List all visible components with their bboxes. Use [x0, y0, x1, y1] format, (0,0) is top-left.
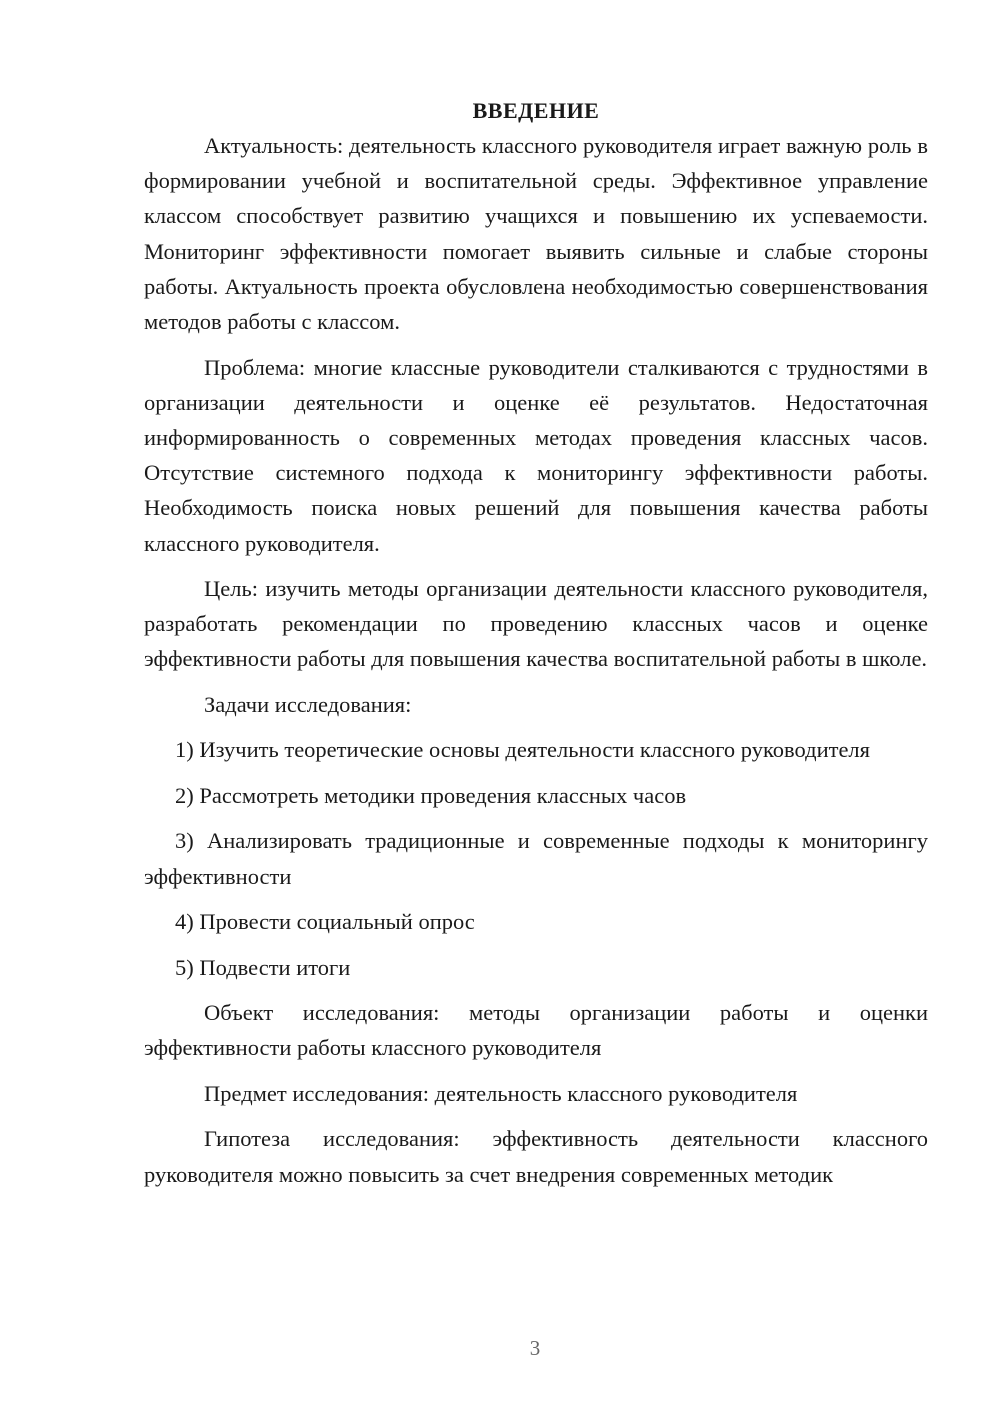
- paragraph-tasks-title: Задачи исследования:: [204, 691, 412, 717]
- paragraph-relevance: Актуальность: деятельность классного руководителя играет важную роль в формировании учебной и воспитательной среды. Эффективное управление классом способствует развитию учащихся и повышению их успеваемости. Мониторинг эффективности помогает выявить сильные и слабые стороны работы. Актуальность проекта обусловлена необходимостью совершенствования методов работы с классом.: [144, 133, 928, 335]
- task-item: 3) Анализировать традиционные и современные подходы к мониторингу эффективности: [144, 828, 928, 889]
- task-item: 2) Рассмотреть методики проведения классных часов: [175, 782, 687, 808]
- task-item: 4) Провести социальный опрос: [175, 909, 475, 935]
- task-item: 5) Подвести итоги: [175, 954, 351, 980]
- paragraph-problem: Проблема: многие классные руководители сталкиваются с трудностями в организации деятельности и оценке её результатов. Недостаточная информированность о современных методах проведения классных часов. Отсутствие системного подхода к мониторингу эффективности работы. Необходимость поиска новых решений для повышения качества работы классного руководителя.: [144, 354, 928, 556]
- page-number: 3: [529, 1336, 541, 1360]
- paragraph-goal: Цель: изучить методы организации деятельности классного руководителя, разработать рекомендации по проведению классных часов и оценке эффективности работы для повышения качества воспитательной работы в школе.: [144, 576, 928, 672]
- document-body: [144, 93, 928, 1202]
- paragraph-hypothesis: Гипотеза исследования: эффективность деятельности классного руководителя можно повысить за счет внедрения современных методик: [144, 1126, 928, 1187]
- paragraph-subject: Предмет исследования: деятельность классного руководителя: [204, 1080, 798, 1106]
- task-item: 1) Изучить теоретические основы деятельности классного руководителя: [175, 737, 871, 763]
- paragraph-object: Объект исследования: методы организации работы и оценки эффективности работы классного руководителя: [144, 1000, 928, 1061]
- section-heading: ВВЕДЕНИЕ: [472, 98, 600, 123]
